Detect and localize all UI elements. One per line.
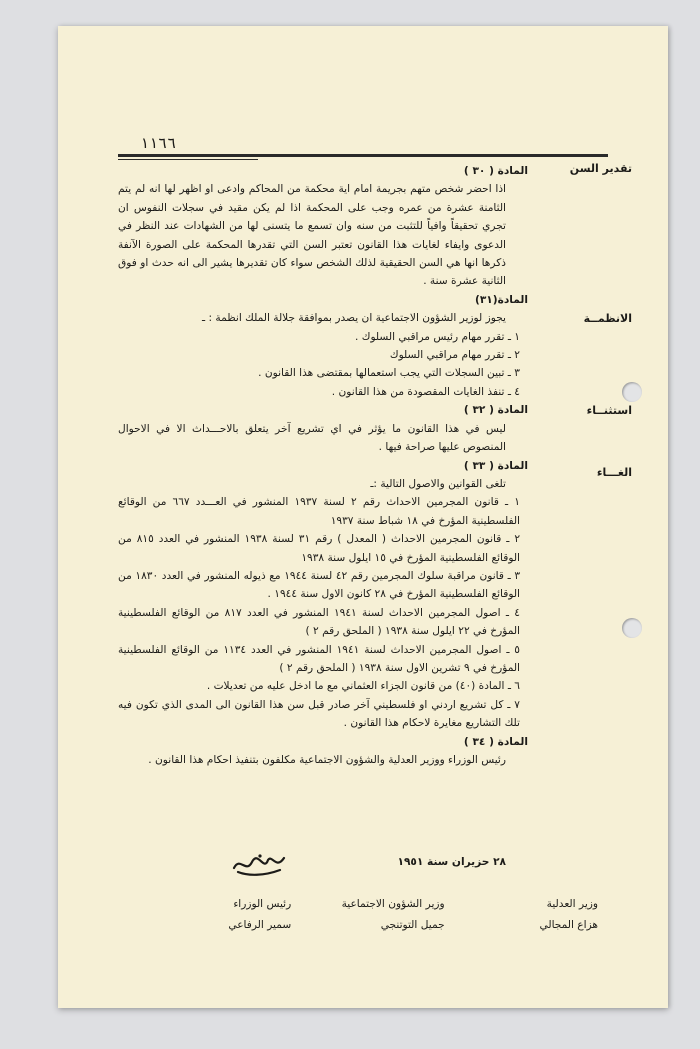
- article-34-text: رئيس الوزراء ووزير العدلية والشؤون الاجتماعية مكلفون بتنفيذ احكام هذا القانون .: [148, 754, 506, 766]
- article-32-heading: المادة ( ٣٢ ): [463, 404, 528, 417]
- signatory-name: هزاع المجالي: [539, 919, 598, 931]
- article-31-intro: يجوز لوزير الشؤون الاجتماعية ان يصدر بموافقة جلالة الملك انظمة : ـ: [202, 312, 506, 325]
- header-rule-thin: [118, 159, 258, 160]
- royal-signature: [230, 850, 288, 878]
- signatory-title: رئيس الوزراء: [233, 898, 292, 910]
- signatory-title: وزير العدلية: [546, 898, 598, 910]
- issue-date: ٢٨ حزيران سنة ١٩٥١: [397, 856, 506, 868]
- punch-hole: [622, 618, 642, 638]
- article-32-text: ليس في هذا القانون ما يؤثر في اي تشريع آخر يتعلق بالاحـــداث الا في الاحوال المنصوص عليها صراحة فيها .: [118, 422, 506, 454]
- article-33-item: ٢ ـ قانون المجرمين الاحداث ( المعدل ) رقم ٣١ لسنة ١٩٣٨ المنشور في العدد ٨١٥ من الوقائع الفلسطينية المؤرخ في ١٥ ايلول سنة ١٩٣٨: [118, 533, 521, 564]
- signatory: [295, 894, 445, 936]
- page-number: ١١٦٦: [140, 134, 177, 152]
- article-31-item: ٤ ـ تنفذ الغايات المقصودة من هذا القانون .: [331, 385, 520, 398]
- article-33-item: ٤ ـ اصول المجرمين الاحداث لسنة ١٩٤١ المنشور في العدد ٨١٧ من الوقائع الفلسطينية المؤرخ في ٢٢ ايلول سنة ١٩٣٨ ( الملحق رقم ٢ ): [118, 606, 520, 638]
- article-33-item: ٦ ـ المادة (٤٠) من قانون الجزاء العثماني مع ما ادخل عليه من تعديلات .: [206, 680, 520, 693]
- side-label-exception: استثنــاء: [586, 404, 632, 417]
- signatory: [141, 894, 291, 936]
- article-33-item: ١ ـ قانون المجرمين الاحداث رقم ٢ لسنة ١٩٣٧ المنشور في العـــدد ٦٦٧ من الوقائع الفلسطينية المؤرخ في ١٨ شباط سنة ١٩٣٧: [118, 496, 520, 527]
- article-31-item: ٢ ـ تقرر مهام مراقبي السلوك: [389, 349, 520, 362]
- article-33-heading: المادة ( ٣٣ ): [463, 459, 528, 472]
- article-31-heading: المادة(٣١): [474, 293, 528, 306]
- article-30-text: اذا احضر شخص متهم بجريمة امام اية محكمة من المحاكم وادعى او اظهر لها انه لم يتم الثامنة عشرة من عمره وجب على المحكمة اذا لم يكن مقيد في سجلات النفوس ان تجري تحقيقاً وافياً للتثبت من سنه وان تسمع ما يتسنى لها من الشهادات عند النظر في الدعوى وايفاء لغايات هذا القانون تعتبر السن التي تقدرها المحكمة على الصورة الآنفة ذكرها انها هي السن الحقيقية لذلك الشخص سواء كان تقديرها يشير الى انه حدث او فوق الثانية عشرة سنة .: [118, 183, 506, 288]
- side-label-repeal: الغـــاء: [596, 466, 632, 479]
- signatories: [108, 894, 598, 936]
- signatory-title: وزير الشؤون الاجتماعية: [341, 898, 445, 910]
- signatory-name: جميل التوتنجي: [380, 919, 445, 931]
- article-31-item: ٣ ـ تبين السجلات التي يجب استعمالها بمقتضى هذا القانون .: [258, 367, 520, 380]
- side-label-age: تقدير السن: [569, 162, 632, 175]
- signatory-name: سمير الرفاعي: [228, 919, 292, 931]
- article-31-item: ١ ـ تقرر مهام رئيس مراقبي السلوك .: [354, 330, 520, 343]
- article-30-heading: المادة ( ٣٠ ): [463, 165, 528, 177]
- side-label-regulations: الانظمــة: [583, 312, 632, 325]
- document-body: [118, 162, 528, 769]
- header-rule: [118, 154, 608, 157]
- signatory: [448, 894, 598, 936]
- article-33-item: ٣ ـ قانون مراقبة سلوك المجرمين رقم ٤٢ لسنة ١٩٤٤ مع ذيوله المنشور في العدد ١٨٣٠ من الوقائع الفلسطينية المؤرخ في ٢٨ كانون الاول سنة ١٩٤٤ .: [118, 569, 521, 601]
- article-33-item: ٧ ـ كل تشريع اردني او فلسطيني آخر صادر قبل سن هذا القانون الى المدى الذي تكون فيه تلك التشاريع مغايرة لاحكام هذا القانون .: [118, 698, 520, 730]
- document-page: [58, 26, 668, 1008]
- punch-hole: [622, 382, 642, 402]
- article-34-heading: المادة ( ٣٤ ): [463, 735, 528, 748]
- article-33-intro: تلغى القوانين والاصول التالية :ـ: [370, 477, 506, 490]
- article-33-item: ٥ ـ اصول المجرمين الاحداث لسنة ١٩٤١ المنشور في العدد ١١٣٤ من الوقائع الفلسطينية المؤرخ في ٩ تشرين الاول سنة ١٩٣٨ ( الملحق رقم ٢ ): [118, 643, 520, 674]
